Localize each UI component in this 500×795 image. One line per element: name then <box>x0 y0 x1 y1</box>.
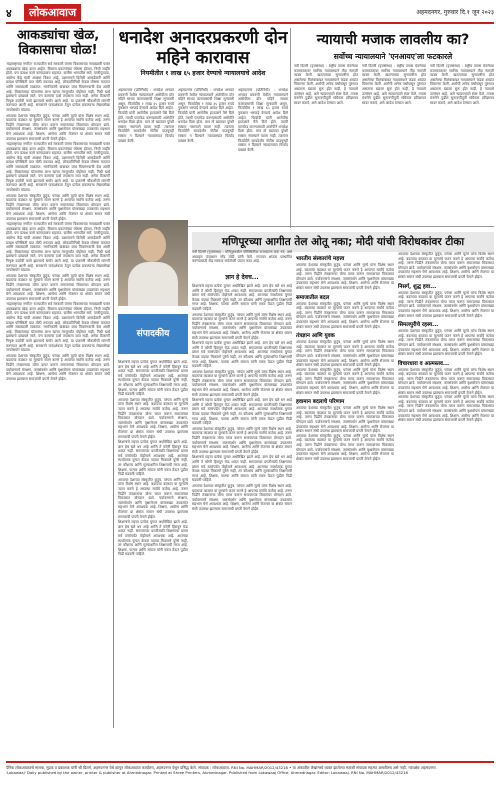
middle-body-2: आपल्या देशाच्या संस्कृतीत कुटुंब, परंपरा आणि मूल्ये यांना विशेष स्थान आहे. बदलत्या काळात या मूल्यांचे जतन करणे हे आपल्या सर्वांचे कर्तव्य आहे. तरुण पिढीने तंत्रज्ञानाचा योग्य वापर करून समाजाच्या विकासात योगदान द्यावे. पर्यावरणाचे संरक्षण, जलसंवर्धन आणि वृक्षारोपण यांसारख्या उपक्रमांत सहभाग घेणे आवश्यक आहे. शिक्षण, आरोग्य आणि रोजगार या क्षेत्रांत समान संधी उपलब्ध झाल्यास समाजाची प्रगती वेगाने होईल. <box>296 301 394 329</box>
right-headline: न्यायाची मजाक लावलीय का? <box>316 32 470 48</box>
lead-body-col-2: अहमदनगर (प्रतिनिधी) : धनादेश अनादर प्रकरणी येथील न्यायालयाने आरोपीला दोन महिने साध्या कारावासाची शिक्षा सुनावली असून, फिर्यादीस १ लाख ६५ हजार रुपये नुकसान भरपाई देण्याचे आदेश दिले आहेत. फिर्यादी यांनी आरोपीस हातउसने पैसे दिले होते. त्याची परतफेड करण्यासाठी आरोपीने धनादेश दिला होता. मात्र तो खात्यात पुरेशी रक्कम नसल्याने वटला नाही. त्यानंतर फिर्यादीने कायदेशीर नोटीस पाठवूनही रक्कम न दिल्याने न्यायालयात फिर्याद दाखल केली. <box>178 88 234 143</box>
left-body-paragraph-3: 'महाराष्ट्राच्या नगरीत' राज्यातील सर्व सरकारी यंत्रणा विकासाच्या नावाखाली फक्त आकड्यांचा खेळ करत आहेत. विकास प्रकल्पांच्या घोषणा होतात, निधी जाहीर होतो, पण प्रत्यक्ष कामे कागदावरच राहतात. ग्रामीण भागातील रस्ते, पाणीपुरवठा, आरोग्य केंद्रे यांची अवस्था बिकट आहे. प्रशासनाने दिलेली आकडेवारी आणि प्रत्यक्ष परिस्थिती यात मोठी तफावत आहे. लोकप्रतिनिधी केवळ घोषणा करतात आणि जबाबदारी टाळतात. नागरिकांनी याबाबत जाब विचारण्याची वेळ आली आहे. विकासाच्या योजनांचा लाभ खऱ्या गरजूंपर्यंत पोहोचत नाही. निधी खर्च झाल्याचे दाखवले जाते, पण कामाचा दर्जा तपासला जात नाही. अनेक ठिकाणी निकृष्ट दर्जाची कामे झाल्याचे समोर आले आहे. या प्रकरणी चौकशीची मागणी करण्यात आली आहे. सरकारने पारदर्शकता ठेवून प्रत्येक प्रकल्पाचा लेखाजोखा जनतेसमोर मांडावा. <box>6 142 110 193</box>
right-col-body-3: आपल्या देशाच्या संस्कृतीत कुटुंब, परंपरा आणि मूल्ये यांना विशेष स्थान आहे. बदलत्या काळात या मूल्यांचे जतन करणे हे आपल्या सर्वांचे कर्तव्य आहे. तरुण पिढीने तंत्रज्ञानाचा योग्य वापर करून समाजाच्या विकासात योगदान द्यावे. पर्यावरणाचे संरक्षण, जलसंवर्धन आणि वृक्षारोपण यांसारख्या उपक्रमांत सहभाग घेणे आवश्यक आहे. शिक्षण, आरोग्य आणि रोजगार या क्षेत्रांत समान संधी उपलब्ध झाल्यास समाजाची प्रगती वेगाने होईल. <box>398 329 494 357</box>
middle-body-6: आपल्या देशाच्या संस्कृतीत कुटुंब, परंपरा आणि मूल्ये यांना विशेष स्थान आहे. बदलत्या काळात या मूल्यांचे जतन करणे हे आपल्या सर्वांचे कर्तव्य आहे. तरुण पिढीने तंत्रज्ञानाचा योग्य वापर करून समाजाच्या विकासात योगदान द्यावे. पर्यावरणाचे संरक्षण, जलसंवर्धन आणि वृक्षारोपण यांसारख्या उपक्रमांत सहभाग घेणे आवश्यक आहे. शिक्षण, आरोग्य आणि रोजगार या क्षेत्रांत समान संधी उपलब्ध झाल्यास समाजाची प्रगती वेगाने होईल. <box>296 433 394 461</box>
lead-headline: धनादेश अनादरप्रकरणी दोन महिने कारावास <box>118 28 288 68</box>
manipur-body: नवी दिल्ली (वृत्तसंस्था) : मणिपूरमधील परिस्थितीवर राजकारण करू नये, असे आवाहन पंतप्रधान नरेंद्र मोदी यांनी केले. राज्यात शांतता प्रस्थापित करण्यासाठी केंद्र सरकार सर्वतोपरी प्रयत्न करत आहे. <box>192 250 292 264</box>
right-col-body-2: आपल्या देशाच्या संस्कृतीत कुटुंब, परंपरा आणि मूल्ये यांना विशेष स्थान आहे. बदलत्या काळात या मूल्यांचे जतन करणे हे आपल्या सर्वांचे कर्तव्य आहे. तरुण पिढीने तंत्रज्ञानाचा योग्य वापर करून समाजाच्या विकासात योगदान द्यावे. पर्यावरणाचे संरक्षण, जलसंवर्धन आणि वृक्षारोपण यांसारख्या उपक्रमांत सहभाग घेणे आवश्यक आहे. शिक्षण, आरोग्य आणि रोजगार या क्षेत्रांत समान संधी उपलब्ध झाल्यास समाजाची प्रगती वेगाने होईल. <box>398 290 494 318</box>
right-col-body-4: आपल्या देशाच्या संस्कृतीत कुटुंब, परंपरा आणि मूल्ये यांना विशेष स्थान आहे. बदलत्या काळात या मूल्यांचे जतन करणे हे आपल्या सर्वांचे कर्तव्य आहे. तरुण पिढीने तंत्रज्ञानाचा योग्य वापर करून समाजाच्या विकासात योगदान द्यावे. पर्यावरणाचे संरक्षण, जलसंवर्धन आणि वृक्षारोपण यांसारख्या उपक्रमांत सहभाग घेणे आवश्यक आहे. शिक्षण, आरोग्य आणि रोजगार या क्षेत्रांत समान संधी उपलब्ध झाल्यास समाजाची प्रगती वेगाने होईल. <box>398 367 494 395</box>
editorial-badge: संपादकीय <box>118 314 188 354</box>
dateline: अहमदनगर, गुरुवार दि.१ जून २०२३ <box>416 9 494 16</box>
author-photo <box>118 220 188 306</box>
left-body-paragraph-2: आपल्या देशाच्या संस्कृतीत कुटुंब, परंपरा आणि मूल्ये यांना विशेष स्थान आहे. बदलत्या काळात या मूल्यांचे जतन करणे हे आपल्या सर्वांचे कर्तव्य आहे. तरुण पिढीने तंत्रज्ञानाचा योग्य वापर करून समाजाच्या विकासात योगदान द्यावे. पर्यावरणाचे संरक्षण, जलसंवर्धन आणि वृक्षारोपण यांसारख्या उपक्रमांत सहभाग घेणे आवश्यक आहे. शिक्षण, आरोग्य आणि रोजगार या क्षेत्रांत समान संधी उपलब्ध झाल्यास समाजाची प्रगती वेगाने होईल. <box>6 113 110 141</box>
editorial-column <box>192 270 292 760</box>
middle-body-5: आपल्या देशाच्या संस्कृतीत कुटुंब, परंपरा आणि मूल्ये यांना विशेष स्थान आहे. बदलत्या काळात या मूल्यांचे जतन करणे हे आपल्या सर्वांचे कर्तव्य आहे. तरुण पिढीने तंत्रज्ञानाचा योग्य वापर करून समाजाच्या विकासात योगदान द्यावे. पर्यावरणाचे संरक्षण, जलसंवर्धन आणि वृक्षारोपण यांसारख्या उपक्रमांत सहभाग घेणे आवश्यक आहे. शिक्षण, आरोग्य आणि रोजगार या क्षेत्रांत समान संधी उपलब्ध झाल्यास समाजाची प्रगती वेगाने होईल. <box>296 406 394 434</box>
right-body-col-2: नवी दिल्ली (वृत्तसंस्था) : राष्ट्रीय तपास यंत्रणेच्या कामकाजावर सर्वोच्च न्यायालयाने तीव्र नाराजी व्यक्त केली. खटल्याच्या सुनावणीस होत असलेल्या विलंबाबाबत न्यायालयाने कडक शब्दांत विचारणा केली. आरोपी अनेक वर्षांपासून तुरुंगात असताना खटला सुरू होत नाही, हे न्यायाचे उल्लंघन आहे, असे न्यायालयाने स्पष्ट केले. तपास यंत्रणेने पुढील सुनावणीपूर्वी सविस्तर प्रतिज्ञापत्र सादर करावे, असे आदेश देण्यात आले. <box>362 64 426 105</box>
editorial-left-paragraph-3: शिक्षणाचे महत्त्व प्रत्येक युगात अधोरेखित झाले आहे. ज्ञान हेच खरे धन आहे आणि ते कोणी हिरावून घेऊ शकत नाही. समाजाच्या प्रगतीसाठी शिक्षणाचा प्रसार सर्व स्तरांपर्यंत पोहोचणे आवश्यक आहे. आजच्या स्पर्धात्मक युगात केवळ पदव्या मिळवणे पुरेसे नाही, तर कौशल्य आणि मूल्याधारित शिक्षणाची गरज आहे. शिक्षक, पालक आणि समाज यांनी एकत्र येऊन पुढील पिढी घडवली पाहिजे. <box>118 440 188 477</box>
page-header <box>6 4 494 24</box>
column-heading-6: हवामान बदलाचे परिणाम <box>296 399 345 406</box>
editorial-paragraph-6: आपल्या देशाच्या संस्कृतीत कुटुंब, परंपरा आणि मूल्ये यांना विशेष स्थान आहे. बदलत्या काळात या मूल्यांचे जतन करणे हे आपल्या सर्वांचे कर्तव्य आहे. तरुण पिढीने तंत्रज्ञानाचा योग्य वापर करून समाजाच्या विकासात योगदान द्यावे. पर्यावरणाचे संरक्षण, जलसंवर्धन आणि वृक्षारोपण यांसारख्या उपक्रमांत सहभाग घेणे आवश्यक आहे. शिक्षण, आरोग्य आणि रोजगार या क्षेत्रांत समान संधी उपलब्ध झाल्यास समाजाची प्रगती वेगाने होईल. <box>192 426 292 454</box>
editorial-left-paragraph: शिक्षणाचे महत्त्व प्रत्येक युगात अधोरेखित झाले आहे. ज्ञान हेच खरे धन आहे आणि ते कोणी हिरावून घेऊ शकत नाही. समाजाच्या प्रगतीसाठी शिक्षणाचा प्रसार सर्व स्तरांपर्यंत पोहोचणे आवश्यक आहे. आजच्या स्पर्धात्मक युगात केवळ पदव्या मिळवणे पुरेसे नाही, तर कौशल्य आणि मूल्याधारित शिक्षणाची गरज आहे. शिक्षक, पालक आणि समाज यांनी एकत्र येऊन पुढील पिढी घडवली पाहिजे. <box>118 360 188 397</box>
column-heading-5: सिमलपुरीचे रहस्य... <box>398 322 439 329</box>
editorial-paragraph-3: शिक्षणाचे महत्त्व प्रत्येक युगात अधोरेखित झाले आहे. ज्ञान हेच खरे धन आहे आणि ते कोणी हिरावून घेऊ शकत नाही. समाजाच्या प्रगतीसाठी शिक्षणाचा प्रसार सर्व स्तरांपर्यंत पोहोचणे आवश्यक आहे. आजच्या स्पर्धात्मक युगात केवळ पदव्या मिळवणे पुरेसे नाही, तर कौशल्य आणि मूल्याधारित शिक्षणाची गरज आहे. शिक्षक, पालक आणि समाज यांनी एकत्र येऊन पुढील पिढी घडवली पाहिजे. <box>192 341 292 369</box>
middle-body-3: आपल्या देशाच्या संस्कृतीत कुटुंब, परंपरा आणि मूल्ये यांना विशेष स्थान आहे. बदलत्या काळात या मूल्यांचे जतन करणे हे आपल्या सर्वांचे कर्तव्य आहे. तरुण पिढीने तंत्रज्ञानाचा योग्य वापर करून समाजाच्या विकासात योगदान द्यावे. पर्यावरणाचे संरक्षण, जलसंवर्धन आणि वृक्षारोपण यांसारख्या उपक्रमांत सहभाग घेणे आवश्यक आहे. शिक्षण, आरोग्य आणि रोजगार या क्षेत्रांत समान संधी उपलब्ध झाल्यास समाजाची प्रगती वेगाने होईल. <box>296 340 394 368</box>
left-body <box>6 62 110 381</box>
page-footer-imprint <box>6 761 494 791</box>
column-heading-3: तंत्रज्ञान आणि युवक <box>296 333 335 340</box>
editorial-paragraph: शिक्षणाचे महत्त्व प्रत्येक युगात अधोरेखित झाले आहे. ज्ञान हेच खरे धन आहे आणि ते कोणी हिरावून घेऊ शकत नाही. समाजाच्या प्रगतीसाठी शिक्षणाचा प्रसार सर्व स्तरांपर्यंत पोहोचणे आवश्यक आहे. आजच्या स्पर्धात्मक युगात केवळ पदव्या मिळवणे पुरेसे नाही, तर कौशल्य आणि मूल्याधारित शिक्षणाची गरज आहे. शिक्षक, पालक आणि समाज यांनी एकत्र येऊन पुढील पिढी घडवली पाहिजे. <box>192 284 292 311</box>
column-heading-4: निसर्ग, शुद्ध हवा... <box>398 283 437 290</box>
editorial-paragraph-7: शिक्षणाचे महत्त्व प्रत्येक युगात अधोरेखित झाले आहे. ज्ञान हेच खरे धन आहे आणि ते कोणी हिरावून घेऊ शकत नाही. समाजाच्या प्रगतीसाठी शिक्षणाचा प्रसार सर्व स्तरांपर्यंत पोहोचणे आवश्यक आहे. आजच्या स्पर्धात्मक युगात केवळ पदव्या मिळवणे पुरेसे नाही, तर कौशल्य आणि मूल्याधारित शिक्षणाची गरज आहे. शिक्षक, पालक आणि समाज यांनी एकत्र येऊन पुढील पिढी घडवली पाहिजे. <box>192 455 292 483</box>
column-heading-2: समाजातील बदल <box>296 294 330 301</box>
middle-body-1: आपल्या देशाच्या संस्कृतीत कुटुंब, परंपरा आणि मूल्ये यांना विशेष स्थान आहे. बदलत्या काळात या मूल्यांचे जतन करणे हे आपल्या सर्वांचे कर्तव्य आहे. तरुण पिढीने तंत्रज्ञानाचा योग्य वापर करून समाजाच्या विकासात योगदान द्यावे. पर्यावरणाचे संरक्षण, जलसंवर्धन आणि वृक्षारोपण यांसारख्या उपक्रमांत सहभाग घेणे आवश्यक आहे. शिक्षण, आरोग्य आणि रोजगार या क्षेत्रांत समान संधी उपलब्ध झाल्यास समाजाची प्रगती वेगाने होईल. <box>296 263 394 290</box>
left-body-paragraph-5: 'महाराष्ट्राच्या नगरीत' राज्यातील सर्व सरकारी यंत्रणा विकासाच्या नावाखाली फक्त आकड्यांचा खेळ करत आहेत. विकास प्रकल्पांच्या घोषणा होतात, निधी जाहीर होतो, पण प्रत्यक्ष कामे कागदावरच राहतात. ग्रामीण भागातील रस्ते, पाणीपुरवठा, आरोग्य केंद्रे यांची अवस्था बिकट आहे. प्रशासनाने दिलेली आकडेवारी आणि प्रत्यक्ष परिस्थिती यात मोठी तफावत आहे. लोकप्रतिनिधी केवळ घोषणा करतात आणि जबाबदारी टाळतात. नागरिकांनी याबाबत जाब विचारण्याची वेळ आली आहे. विकासाच्या योजनांचा लाभ खऱ्या गरजूंपर्यंत पोहोचत नाही. निधी खर्च झाल्याचे दाखवले जाते, पण कामाचा दर्जा तपासला जात नाही. अनेक ठिकाणी निकृष्ट दर्जाची कामे झाल्याचे समोर आले आहे. या प्रकरणी चौकशीची मागणी करण्यात आली आहे. सरकारने पारदर्शकता ठेवून प्रत्येक प्रकल्पाचा लेखाजोखा जनतेसमोर मांडावा. <box>6 222 110 273</box>
right-col-body-1: आपल्या देशाच्या संस्कृतीत कुटुंब, परंपरा आणि मूल्ये यांना विशेष स्थान आहे. बदलत्या काळात या मूल्यांचे जतन करणे हे आपल्या सर्वांचे कर्तव्य आहे. तरुण पिढीने तंत्रज्ञानाचा योग्य वापर करून समाजाच्या विकासात योगदान द्यावे. पर्यावरणाचे संरक्षण, जलसंवर्धन आणि वृक्षारोपण यांसारख्या उपक्रमांत सहभाग घेणे आवश्यक आहे. शिक्षण, आरोग्य आणि रोजगार या क्षेत्रांत समान संधी उपलब्ध झाल्यास समाजाची प्रगती वेगाने होईल. <box>398 252 494 279</box>
middle-column <box>296 252 394 760</box>
editorial-paragraph-2: आपल्या देशाच्या संस्कृतीत कुटुंब, परंपरा आणि मूल्ये यांना विशेष स्थान आहे. बदलत्या काळात या मूल्यांचे जतन करणे हे आपल्या सर्वांचे कर्तव्य आहे. तरुण पिढीने तंत्रज्ञानाचा योग्य वापर करून समाजाच्या विकासात योगदान द्यावे. पर्यावरणाचे संरक्षण, जलसंवर्धन आणि वृक्षारोपण यांसारख्या उपक्रमांत सहभाग घेणे आवश्यक आहे. शिक्षण, आरोग्य आणि रोजगार या क्षेत्रांत समान संधी उपलब्ध झाल्यास समाजाची प्रगती वेगाने होईल. <box>192 312 292 340</box>
left-body-paragraph: 'महाराष्ट्राच्या नगरीत' राज्यातील सर्व सरकारी यंत्रणा विकासाच्या नावाखाली फक्त आकड्यांचा खेळ करत आहेत. विकास प्रकल्पांच्या घोषणा होतात, निधी जाहीर होतो, पण प्रत्यक्ष कामे कागदावरच राहतात. ग्रामीण भागातील रस्ते, पाणीपुरवठा, आरोग्य केंद्रे यांची अवस्था बिकट आहे. प्रशासनाने दिलेली आकडेवारी आणि प्रत्यक्ष परिस्थिती यात मोठी तफावत आहे. लोकप्रतिनिधी केवळ घोषणा करतात आणि जबाबदारी टाळतात. नागरिकांनी याबाबत जाब विचारण्याची वेळ आली आहे. विकासाच्या योजनांचा लाभ खऱ्या गरजूंपर्यंत पोहोचत नाही. निधी खर्च झाल्याचे दाखवले जाते, पण कामाचा दर्जा तपासला जात नाही. अनेक ठिकाणी निकृष्ट दर्जाची कामे झाल्याचे समोर आले आहे. या प्रकरणी चौकशीची मागणी करण्यात आली आहे. सरकारने पारदर्शकता ठेवून प्रत्येक प्रकल्पाचा लेखाजोखा जनतेसमोर मांडावा. <box>6 62 110 112</box>
right-column <box>398 252 494 760</box>
editorial-left-paragraph-4: आपल्या देशाच्या संस्कृतीत कुटुंब, परंपरा आणि मूल्ये यांना विशेष स्थान आहे. बदलत्या काळात या मूल्यांचे जतन करणे हे आपल्या सर्वांचे कर्तव्य आहे. तरुण पिढीने तंत्रज्ञानाचा योग्य वापर करून समाजाच्या विकासात योगदान द्यावे. पर्यावरणाचे संरक्षण, जलसंवर्धन आणि वृक्षारोपण यांसारख्या उपक्रमांत सहभाग घेणे आवश्यक आहे. शिक्षण, आरोग्य आणि रोजगार या क्षेत्रांत समान संधी उपलब्ध झाल्यास समाजाची प्रगती वेगाने होईल. <box>118 477 188 519</box>
column-heading-1: भारतीय संस्कारांचे महत्त्व <box>296 256 345 262</box>
editorial-left-body <box>118 360 188 760</box>
right-col-body-5: आपल्या देशाच्या संस्कृतीत कुटुंब, परंपरा आणि मूल्ये यांना विशेष स्थान आहे. बदलत्या काळात या मूल्यांचे जतन करणे हे आपल्या सर्वांचे कर्तव्य आहे. तरुण पिढीने तंत्रज्ञानाचा योग्य वापर करून समाजाच्या विकासात योगदान द्यावे. पर्यावरणाचे संरक्षण, जलसंवर्धन आणि वृक्षारोपण यांसारख्या उपक्रमांत सहभाग घेणे आवश्यक आहे. शिक्षण, आरोग्य आणि रोजगार या क्षेत्रांत समान संधी उपलब्ध झाल्यास समाजाची प्रगती वेगाने होईल. <box>398 395 494 423</box>
editorial-left-paragraph-5: शिक्षणाचे महत्त्व प्रत्येक युगात अधोरेखित झाले आहे. ज्ञान हेच खरे धन आहे आणि ते कोणी हिरावून घेऊ शकत नाही. समाजाच्या प्रगतीसाठी शिक्षणाचा प्रसार सर्व स्तरांपर्यंत पोहोचणे आवश्यक आहे. आजच्या स्पर्धात्मक युगात केवळ पदव्या मिळवणे पुरेसे नाही, तर कौशल्य आणि मूल्याधारित शिक्षणाची गरज आहे. शिक्षक, पालक आणि समाज यांनी एकत्र येऊन पुढील पिढी घडवली पाहिजे. <box>118 520 188 557</box>
editorial-paragraph-4: आपल्या देशाच्या संस्कृतीत कुटुंब, परंपरा आणि मूल्ये यांना विशेष स्थान आहे. बदलत्या काळात या मूल्यांचे जतन करणे हे आपल्या सर्वांचे कर्तव्य आहे. तरुण पिढीने तंत्रज्ञानाचा योग्य वापर करून समाजाच्या विकासात योगदान द्यावे. पर्यावरणाचे संरक्षण, जलसंवर्धन आणि वृक्षारोपण यांसारख्या उपक्रमांत सहभाग घेणे आवश्यक आहे. शिक्षण, आरोग्य आणि रोजगार या क्षेत्रांत समान संधी उपलब्ध झाल्यास समाजाची प्रगती वेगाने होईल. <box>192 369 292 397</box>
left-column-article <box>6 28 114 728</box>
imprint-english: 'Lokawaaj' Daily published by the owner, printer & publisher at Ahmednagar. Printed at Shree Printers, Ahmednagar. Published from Lokawaaj Office, Ahmednagar. Editor: Lokawaaj. RNI No. MAHMAR/2012/43216 <box>6 770 408 775</box>
editorial-paragraph-8: आपल्या देशाच्या संस्कृतीत कुटुंब, परंपरा आणि मूल्ये यांना विशेष स्थान आहे. बदलत्या काळात या मूल्यांचे जतन करणे हे आपल्या सर्वांचे कर्तव्य आहे. तरुण पिढीने तंत्रज्ञानाचा योग्य वापर करून समाजाच्या विकासात योगदान द्यावे. पर्यावरणाचे संरक्षण, जलसंवर्धन आणि वृक्षारोपण यांसारख्या उपक्रमांत सहभाग घेणे आवश्यक आहे. शिक्षण, आरोग्य आणि रोजगार या क्षेत्रांत समान संधी उपलब्ध झाल्यास समाजाची प्रगती वेगाने होईल. <box>192 483 292 511</box>
left-body-paragraph-8: आपल्या देशाच्या संस्कृतीत कुटुंब, परंपरा आणि मूल्ये यांना विशेष स्थान आहे. बदलत्या काळात या मूल्यांचे जतन करणे हे आपल्या सर्वांचे कर्तव्य आहे. तरुण पिढीने तंत्रज्ञानाचा योग्य वापर करून समाजाच्या विकासात योगदान द्यावे. पर्यावरणाचे संरक्षण, जलसंवर्धन आणि वृक्षारोपण यांसारख्या उपक्रमांत सहभाग घेणे आवश्यक आहे. शिक्षण, आरोग्य आणि रोजगार या क्षेत्रांत समान संधी उपलब्ध झाल्यास समाजाची प्रगती वेगाने होईल. <box>6 353 110 381</box>
manipur-headline: मणिपूरच्या आगीत तेल ओतू नका; मोदी यांची विरोधकांवर टीका <box>192 232 494 252</box>
page-number: ४ <box>6 7 12 20</box>
masthead-logo: लोकआवाज <box>24 4 81 21</box>
column-divider <box>290 28 291 228</box>
right-subdeck: सर्वोच्च न्यायालयाने 'एनआयए'ला फटकारले <box>333 52 453 61</box>
editorial-title: ज्ञान हे देवच... <box>225 274 259 281</box>
lead-body-col-1: अहमदनगर (प्रतिनिधी) : धनादेश अनादर प्रकरणी येथील न्यायालयाने आरोपीला दोन महिने साध्या कारावासाची शिक्षा सुनावली असून, फिर्यादीस १ लाख ६५ हजार रुपये नुकसान भरपाई देण्याचे आदेश दिले आहेत. फिर्यादी यांनी आरोपीस हातउसने पैसे दिले होते. त्याची परतफेड करण्यासाठी आरोपीने धनादेश दिला होता. मात्र तो खात्यात पुरेशी रक्कम नसल्याने वटला नाही. त्यानंतर फिर्यादीने कायदेशीर नोटीस पाठवूनही रक्कम न दिल्याने न्यायालयात फिर्याद दाखल केली. <box>118 88 174 143</box>
left-body-paragraph-4: आपल्या देशाच्या संस्कृतीत कुटुंब, परंपरा आणि मूल्ये यांना विशेष स्थान आहे. बदलत्या काळात या मूल्यांचे जतन करणे हे आपल्या सर्वांचे कर्तव्य आहे. तरुण पिढीने तंत्रज्ञानाचा योग्य वापर करून समाजाच्या विकासात योगदान द्यावे. पर्यावरणाचे संरक्षण, जलसंवर्धन आणि वृक्षारोपण यांसारख्या उपक्रमांत सहभाग घेणे आवश्यक आहे. शिक्षण, आरोग्य आणि रोजगार या क्षेत्रांत समान संधी उपलब्ध झाल्यास समाजाची प्रगती वेगाने होईल. <box>6 193 110 221</box>
right-body-col-1: नवी दिल्ली (वृत्तसंस्था) : राष्ट्रीय तपास यंत्रणेच्या कामकाजावर सर्वोच्च न्यायालयाने तीव्र नाराजी व्यक्त केली. खटल्याच्या सुनावणीस होत असलेल्या विलंबाबाबत न्यायालयाने कडक शब्दांत विचारणा केली. आरोपी अनेक वर्षांपासून तुरुंगात असताना खटला सुरू होत नाही, हे न्यायाचे उल्लंघन आहे, असे न्यायालयाने स्पष्ट केले. तपास यंत्रणेने पुढील सुनावणीपूर्वी सविस्तर प्रतिज्ञापत्र सादर करावे, असे आदेश देण्यात आले. <box>294 64 358 105</box>
column-heading-7: विचारधारा व आत्मस्तव... <box>398 360 450 367</box>
middle-body-4: आपल्या देशाच्या संस्कृतीत कुटुंब, परंपरा आणि मूल्ये यांना विशेष स्थान आहे. बदलत्या काळात या मूल्यांचे जतन करणे हे आपल्या सर्वांचे कर्तव्य आहे. तरुण पिढीने तंत्रज्ञानाचा योग्य वापर करून समाजाच्या विकासात योगदान द्यावे. पर्यावरणाचे संरक्षण, जलसंवर्धन आणि वृक्षारोपण यांसारख्या उपक्रमांत सहभाग घेणे आवश्यक आहे. शिक्षण, आरोग्य आणि रोजगार या क्षेत्रांत समान संधी उपलब्ध झाल्यास समाजाची प्रगती वेगाने होईल. <box>296 367 394 395</box>
lead-body-col-3: अहमदनगर (प्रतिनिधी) : धनादेश अनादर प्रकरणी येथील न्यायालयाने आरोपीला दोन महिने साध्या कारावासाची शिक्षा सुनावली असून, फिर्यादीस १ लाख ६५ हजार रुपये नुकसान भरपाई देण्याचे आदेश दिले आहेत. फिर्यादी यांनी आरोपीस हातउसने पैसे दिले होते. त्याची परतफेड करण्यासाठी आरोपीने धनादेश दिला होता. मात्र तो खात्यात पुरेशी रक्कम नसल्याने वटला नाही. त्यानंतर फिर्यादीने कायदेशीर नोटीस पाठवूनही रक्कम न दिल्याने न्यायालयात फिर्याद दाखल केली. <box>238 88 288 152</box>
newspaper-page <box>6 4 494 791</box>
imprint-marathi: दैनिक लोकआवाजचे मालक, मुद्रक व प्रकाशक यांनी श्री प्रिंटर्स, अहमदनगर येथे छापून लोकआवाज कार्यालय, अहमदनगर येथून प्रसिद्ध केले. संपादक : लोकआवाज. RNI No. MAHMAR/2012/43216 • या अंकातील लेखांमध्ये व्यक्त झालेल्या मतांशी संपादक सहमत असतीलच असे नाही. न्यायक्षेत्र अहमदनगर. <box>6 765 437 770</box>
left-body-paragraph-7: 'महाराष्ट्राच्या नगरीत' राज्यातील सर्व सरकारी यंत्रणा विकासाच्या नावाखाली फक्त आकड्यांचा खेळ करत आहेत. विकास प्रकल्पांच्या घोषणा होतात, निधी जाहीर होतो, पण प्रत्यक्ष कामे कागदावरच राहतात. ग्रामीण भागातील रस्ते, पाणीपुरवठा, आरोग्य केंद्रे यांची अवस्था बिकट आहे. प्रशासनाने दिलेली आकडेवारी आणि प्रत्यक्ष परिस्थिती यात मोठी तफावत आहे. लोकप्रतिनिधी केवळ घोषणा करतात आणि जबाबदारी टाळतात. नागरिकांनी याबाबत जाब विचारण्याची वेळ आली आहे. विकासाच्या योजनांचा लाभ खऱ्या गरजूंपर्यंत पोहोचत नाही. निधी खर्च झाल्याचे दाखवले जाते, पण कामाचा दर्जा तपासला जात नाही. अनेक ठिकाणी निकृष्ट दर्जाची कामे झाल्याचे समोर आले आहे. या प्रकरणी चौकशीची मागणी करण्यात आली आहे. सरकारने पारदर्शकता ठेवून प्रत्येक प्रकल्पाचा लेखाजोखा जनतेसमोर मांडावा. <box>6 302 110 353</box>
lead-subdeck: नियमीतीत १ लाख ६५ हजार देण्याचे न्यायालयाचे आदेश <box>140 70 266 77</box>
left-body-paragraph-6: आपल्या देशाच्या संस्कृतीत कुटुंब, परंपरा आणि मूल्ये यांना विशेष स्थान आहे. बदलत्या काळात या मूल्यांचे जतन करणे हे आपल्या सर्वांचे कर्तव्य आहे. तरुण पिढीने तंत्रज्ञानाचा योग्य वापर करून समाजाच्या विकासात योगदान द्यावे. पर्यावरणाचे संरक्षण, जलसंवर्धन आणि वृक्षारोपण यांसारख्या उपक्रमांत सहभाग घेणे आवश्यक आहे. शिक्षण, आरोग्य आणि रोजगार या क्षेत्रांत समान संधी उपलब्ध झाल्यास समाजाची प्रगती वेगाने होईल. <box>6 273 110 301</box>
editorial-body <box>192 284 292 512</box>
editorial-left-paragraph-2: आपल्या देशाच्या संस्कृतीत कुटुंब, परंपरा आणि मूल्ये यांना विशेष स्थान आहे. बदलत्या काळात या मूल्यांचे जतन करणे हे आपल्या सर्वांचे कर्तव्य आहे. तरुण पिढीने तंत्रज्ञानाचा योग्य वापर करून समाजाच्या विकासात योगदान द्यावे. पर्यावरणाचे संरक्षण, जलसंवर्धन आणि वृक्षारोपण यांसारख्या उपक्रमांत सहभाग घेणे आवश्यक आहे. शिक्षण, आरोग्य आणि रोजगार या क्षेत्रांत समान संधी उपलब्ध झाल्यास समाजाची प्रगती वेगाने होईल. <box>118 397 188 439</box>
editorial-paragraph-5: शिक्षणाचे महत्त्व प्रत्येक युगात अधोरेखित झाले आहे. ज्ञान हेच खरे धन आहे आणि ते कोणी हिरावून घेऊ शकत नाही. समाजाच्या प्रगतीसाठी शिक्षणाचा प्रसार सर्व स्तरांपर्यंत पोहोचणे आवश्यक आहे. आजच्या स्पर्धात्मक युगात केवळ पदव्या मिळवणे पुरेसे नाही, तर कौशल्य आणि मूल्याधारित शिक्षणाची गरज आहे. शिक्षक, पालक आणि समाज यांनी एकत्र येऊन पुढील पिढी घडवली पाहिजे. <box>192 398 292 426</box>
right-body-col-3: नवी दिल्ली (वृत्तसंस्था) : राष्ट्रीय तपास यंत्रणेच्या कामकाजावर सर्वोच्च न्यायालयाने तीव्र नाराजी व्यक्त केली. खटल्याच्या सुनावणीस होत असलेल्या विलंबाबाबत न्यायालयाने कडक शब्दांत विचारणा केली. आरोपी अनेक वर्षांपासून तुरुंगात असताना खटला सुरू होत नाही, हे न्यायाचे उल्लंघन आहे, असे न्यायालयाने स्पष्ट केले. तपास यंत्रणेने पुढील सुनावणीपूर्वी सविस्तर प्रतिज्ञापत्र सादर करावे, असे आदेश देण्यात आले. <box>430 64 494 105</box>
left-headline: आकड्यांचा खेळ, विकासाचा घोळ! <box>16 28 100 58</box>
